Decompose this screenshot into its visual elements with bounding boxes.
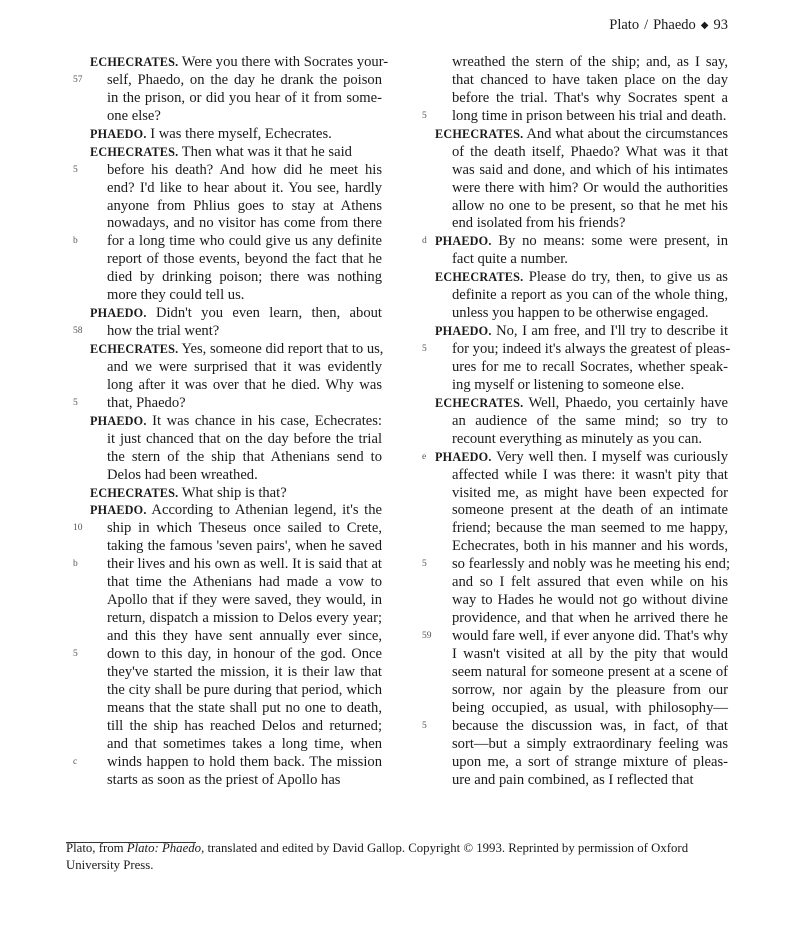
text-line xyxy=(107,610,382,628)
speaker-name: PHAEDO. xyxy=(435,449,492,464)
text-line xyxy=(452,592,728,610)
line-text: starts as soon as the priest of Apollo has xyxy=(107,771,341,788)
line-text: for you; indeed it's always the greatest of pleas- xyxy=(452,341,731,357)
diamond-ornament-icon: ◆ xyxy=(700,20,709,31)
text-line xyxy=(90,54,389,72)
line-text: Apollo that if they were saved, they would, in xyxy=(107,592,382,609)
line-text: of the death itself, Phaedo? What was it that xyxy=(452,143,728,160)
line-text: According to Athenian legend, it's the xyxy=(151,502,382,519)
line-text: how the trial went? xyxy=(107,323,220,340)
text-line xyxy=(73,323,382,341)
stephanus-marker: b xyxy=(73,559,78,570)
text-line xyxy=(90,502,382,520)
text-line xyxy=(107,431,382,449)
line-text: and that sometimes takes a long time, when xyxy=(107,735,382,752)
line-text: return, dispatch a mission to Delos every year; xyxy=(107,610,382,627)
line-text: It was chance in his case, Echecrates: xyxy=(152,412,382,429)
line-text: sorrow, nor again by the pleasure from our xyxy=(452,681,728,698)
line-text: By no means: some were present, in xyxy=(498,233,728,250)
line-text: their lives and his own as well. It is said that at xyxy=(107,556,382,573)
line-text: so fearlessly and nobly was he meeting his end; xyxy=(452,556,731,573)
left-text-column xyxy=(0,54,389,789)
text-line xyxy=(107,628,382,646)
line-text: sort—but a simply extraordinary feeling was xyxy=(452,735,728,752)
text-line xyxy=(435,323,728,341)
line-text: because the discussion was, in fact, of that xyxy=(452,717,728,734)
text-line xyxy=(452,162,728,180)
line-text: ures for me to recall Socrates, whether speak- xyxy=(452,358,728,375)
line-text: What ship is that? xyxy=(181,484,287,501)
speaker-name: ECHECRATES. xyxy=(90,144,179,159)
text-line xyxy=(107,359,382,377)
line-text: died by drinking poison; there was nothing xyxy=(107,269,382,286)
text-line xyxy=(452,610,728,628)
line-text: before the trial. That's why Socrates spent a xyxy=(452,89,728,106)
speaker-name: PHAEDO. xyxy=(90,413,147,428)
speaker-name: PHAEDO. xyxy=(90,306,147,321)
stephanus-marker: d xyxy=(422,236,427,247)
speaker-name: ECHECRATES. xyxy=(90,342,179,356)
line-text: and we were surprised that it was evidently xyxy=(107,358,382,375)
line-text: they've started the mission, it is their law that xyxy=(107,663,382,680)
line-text: unless you happen to be otherwise engaged. xyxy=(452,305,709,322)
line-text: upon me, a sort of strange mixture of pleas- xyxy=(452,753,728,770)
text-line xyxy=(90,305,382,323)
text-line xyxy=(435,126,728,144)
stephanus-marker: 5 xyxy=(422,344,427,354)
stephanus-marker: 57 xyxy=(73,74,83,85)
line-text: that chanced to have taken place on the day xyxy=(452,71,728,88)
line-text: definite a report as you can of the whole thing, xyxy=(452,287,728,304)
stephanus-marker: 5 xyxy=(73,648,78,659)
line-text: visited me, as might have been expected for xyxy=(452,484,728,501)
text-line xyxy=(452,700,728,718)
line-text: I wasn't visited at all by the pity that would xyxy=(452,645,728,662)
text-line xyxy=(452,287,728,305)
line-text: Echecrates, both in his manner and his words, xyxy=(452,538,728,555)
stephanus-marker: 5 xyxy=(422,559,427,570)
line-text: down to this day, in honour of the god. Once xyxy=(107,645,382,662)
line-text: seem natural for someone present at a scene of xyxy=(452,663,728,680)
text-line xyxy=(107,574,382,592)
text-line xyxy=(452,72,728,90)
speaker-name: ECHECRATES. xyxy=(90,485,179,500)
text-line xyxy=(452,305,728,323)
text-line xyxy=(107,251,382,269)
footnote-book-title: Plato: Phaedo xyxy=(126,841,202,855)
text-line xyxy=(435,395,728,413)
line-text: till the ship has reached Delos and returned; xyxy=(107,717,382,734)
text-line xyxy=(422,233,728,251)
stephanus-marker: 58 xyxy=(73,326,83,337)
text-line xyxy=(422,628,728,646)
stephanus-marker: c xyxy=(73,756,78,767)
line-text: wreathed the stern of the ship; and, as I say, xyxy=(452,54,728,70)
stephanus-marker: 59 xyxy=(422,631,432,641)
text-line xyxy=(422,717,728,736)
speaker-name: ECHECRATES. xyxy=(435,270,524,285)
speaker-name: ECHECRATES. xyxy=(435,126,524,141)
text-line xyxy=(107,269,382,287)
line-text: friend; because the man seemed to me happy, xyxy=(452,520,728,537)
line-text: nowadays, and no visitor has come from there xyxy=(107,215,382,232)
line-text: was said and done, and which of his intimates xyxy=(452,161,728,178)
line-text: more they could tell us. xyxy=(107,287,245,304)
footnote-prefix: Plato, from xyxy=(66,841,127,855)
text-line xyxy=(452,144,728,162)
text-line xyxy=(452,215,728,233)
line-text: Delos had been wreathed. xyxy=(107,466,258,483)
line-text: for a long time who could give us any definite xyxy=(107,233,382,250)
line-text: self, Phaedo, on the day he drank the poison xyxy=(107,71,382,88)
text-line xyxy=(73,753,382,772)
text-line xyxy=(452,682,728,700)
text-line xyxy=(73,394,382,413)
line-text: before his death? And how did he meet his xyxy=(107,161,382,178)
text-line xyxy=(422,556,731,574)
header-work: Phaedo xyxy=(653,17,696,33)
line-text: an audience of the same mind; so try to xyxy=(452,412,728,429)
line-text: ship in which Theseus once sailed to Crete, xyxy=(107,520,382,537)
line-text: winds happen to hold them back. The mission xyxy=(107,753,382,770)
text-line xyxy=(452,431,728,449)
line-text: long after it was over that he died. Why was xyxy=(107,376,382,393)
text-line xyxy=(107,449,382,467)
text-line xyxy=(452,467,728,485)
line-text: Well, Phaedo, you certainly have xyxy=(528,394,728,411)
speaker-name: ECHECRATES. xyxy=(90,55,179,69)
text-line xyxy=(107,377,382,395)
line-text: Yes, someone did report that to us, xyxy=(181,341,384,357)
line-text: No, I am free, and I'll try to describe it xyxy=(496,323,728,340)
text-line xyxy=(107,682,382,700)
stephanus-marker: b xyxy=(73,236,78,247)
text-line xyxy=(107,198,382,216)
speaker-name: PHAEDO. xyxy=(435,234,492,249)
text-line xyxy=(107,467,382,485)
header-author: Plato xyxy=(609,17,640,33)
text-line xyxy=(452,198,728,216)
stephanus-marker: 5 xyxy=(422,720,427,731)
line-text: Were you there with Socrates your- xyxy=(181,54,389,70)
line-text: that, Phaedo? xyxy=(107,394,186,411)
text-line xyxy=(452,54,728,72)
text-line xyxy=(107,287,382,305)
text-line xyxy=(452,90,728,108)
text-line xyxy=(452,377,728,395)
line-text: Then what was it that he said xyxy=(181,143,352,160)
line-text: providence, and that when he arrived there he xyxy=(452,610,728,627)
text-line xyxy=(422,107,728,126)
text-line xyxy=(73,233,382,251)
text-line xyxy=(452,736,728,754)
text-line xyxy=(422,341,731,359)
text-line xyxy=(107,215,382,233)
line-text: anyone from Phlius goes to stay at Athens xyxy=(107,197,382,214)
line-text: the stern of the ship that Athenians send to xyxy=(107,448,382,465)
text-line xyxy=(90,126,382,144)
text-line xyxy=(452,520,728,538)
text-line xyxy=(107,90,382,108)
speaker-name: PHAEDO. xyxy=(90,126,147,141)
text-line xyxy=(73,71,382,90)
text-line xyxy=(107,700,382,718)
line-text: Didn't you even learn, then, about xyxy=(155,305,382,322)
text-line xyxy=(452,251,728,269)
line-text: report of those events, beyond the fact that he xyxy=(107,251,382,268)
text-line xyxy=(452,359,728,377)
line-text: I was there myself, Echecrates. xyxy=(150,125,332,142)
text-line xyxy=(452,538,728,556)
text-line xyxy=(73,645,382,664)
text-line xyxy=(435,269,728,287)
stephanus-marker: 5 xyxy=(422,110,427,121)
text-line xyxy=(107,664,382,682)
line-text: and so I felt assured that even while on his xyxy=(452,574,728,591)
line-text: were there with him? Or would the authorities xyxy=(452,179,728,196)
text-line xyxy=(107,108,382,126)
text-line xyxy=(73,520,382,538)
line-text: fact quite a number. xyxy=(452,251,568,268)
stephanus-marker: 5 xyxy=(73,164,78,175)
text-line xyxy=(452,754,728,772)
text-line xyxy=(107,718,382,736)
text-line xyxy=(107,736,382,754)
text-line xyxy=(452,772,728,790)
line-text: means that the state shall put no one to death, xyxy=(107,699,382,716)
line-text: ing myself or listening to someone else. xyxy=(452,376,685,393)
text-line xyxy=(452,485,728,503)
text-line xyxy=(107,772,382,790)
line-text: way to Hades he would not go without divine xyxy=(452,592,728,609)
line-text: end isolated from his friends? xyxy=(452,215,626,232)
text-line xyxy=(107,592,382,610)
text-line xyxy=(73,556,382,574)
text-line xyxy=(452,413,728,431)
line-text: would fare well, if ever anyone did. That's why xyxy=(452,628,728,644)
text-line xyxy=(90,413,382,431)
line-text: that time the Athenians had made a vow to xyxy=(107,574,382,591)
line-text: in the prison, or did you hear of it from some- xyxy=(107,89,382,106)
line-text: And what about the circumstances xyxy=(526,125,728,142)
text-line xyxy=(107,538,382,556)
text-line xyxy=(452,574,728,592)
header-separator: / xyxy=(644,17,649,33)
line-text: Please do try, then, to give us as xyxy=(528,269,728,286)
line-text: and this they have sent annually ever since, xyxy=(107,628,382,644)
stephanus-marker: 10 xyxy=(73,523,83,534)
text-line xyxy=(73,161,382,180)
text-line xyxy=(107,180,382,198)
text-line xyxy=(422,448,728,467)
line-text: recount everything as minutely as you can. xyxy=(452,430,703,447)
text-line xyxy=(90,341,382,359)
line-text: taking the famous 'seven pairs', when he saved xyxy=(107,538,382,555)
line-text: one else? xyxy=(107,107,161,124)
text-line xyxy=(452,646,728,664)
line-text: affected while I was there: it wasn't pity that xyxy=(452,466,728,483)
speaker-name: PHAEDO. xyxy=(90,503,147,518)
source-footnote xyxy=(66,840,706,874)
right-text-column xyxy=(412,54,731,789)
line-text: end? I'd like to hear about it. You see, hardly xyxy=(107,179,382,196)
line-text: the city shall be pure during that period, which xyxy=(107,681,382,698)
page-number: 93 xyxy=(713,17,728,33)
text-line xyxy=(90,485,382,503)
line-text: someone present at the death of an intimate xyxy=(452,502,728,519)
speaker-name: PHAEDO. xyxy=(435,324,492,339)
line-text: being occupied, as usual, with philosophy— xyxy=(452,699,728,716)
text-line xyxy=(90,144,382,162)
text-line xyxy=(452,502,728,520)
running-header xyxy=(609,17,728,34)
text-line xyxy=(452,180,728,198)
line-text: ure and pain combined, as I reflected that xyxy=(452,771,694,788)
text-line xyxy=(452,664,728,682)
line-text: allow no one to be present, so that he met his xyxy=(452,197,728,214)
line-text: long time in prison between his trial and death. xyxy=(452,107,727,124)
stephanus-marker: e xyxy=(422,451,427,462)
speaker-name: ECHECRATES. xyxy=(435,395,524,410)
footnote-suffix: , translated and edited by David Gallop. Copyright © 1993. Reprinted by permission of Oxford University Press. xyxy=(66,841,689,872)
line-text: Very well then. I myself was curiously xyxy=(496,448,728,465)
line-text: it just chanced that on the day before the trial xyxy=(107,430,382,447)
stephanus-marker: 5 xyxy=(73,397,78,408)
